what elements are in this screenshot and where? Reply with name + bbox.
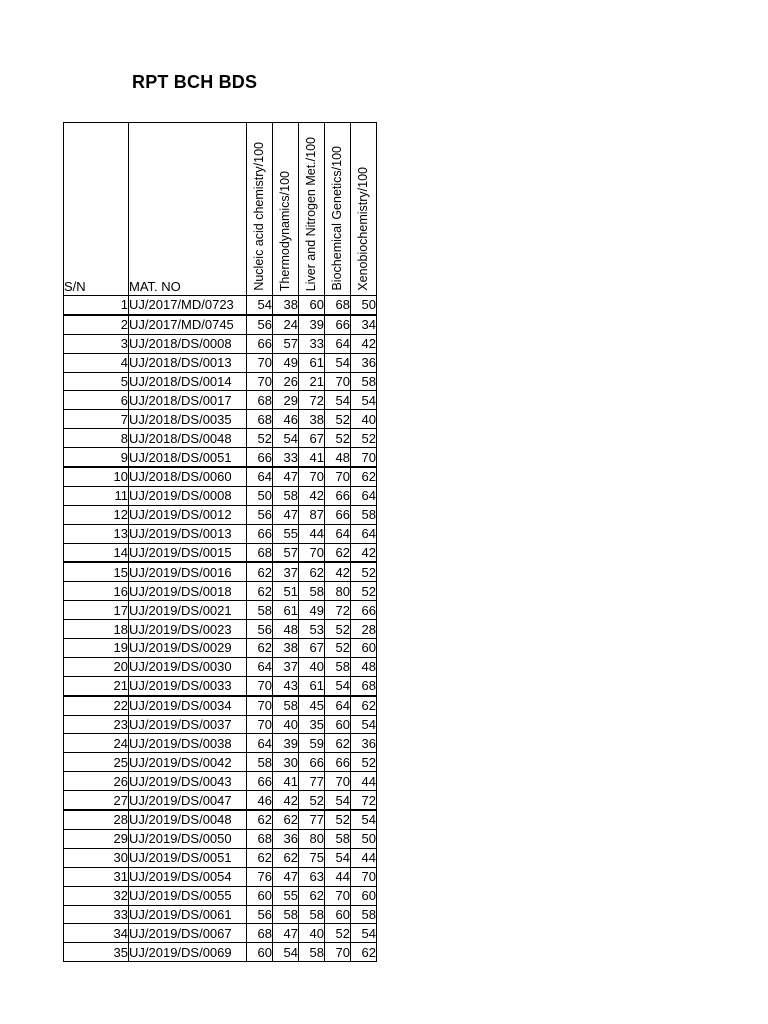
row-mat-no: UJ/2018/DS/0051 <box>129 448 247 467</box>
row-score: 24 <box>273 315 299 334</box>
table-row <box>64 657 377 676</box>
row-mat-no: UJ/2018/DS/0035 <box>129 410 247 429</box>
row-score: 77 <box>299 772 325 791</box>
header-row <box>64 123 377 296</box>
header-label: Xenobiochemistry/100 <box>356 167 370 291</box>
row-score: 68 <box>247 543 273 562</box>
row-score: 60 <box>247 943 273 962</box>
row-score: 38 <box>299 410 325 429</box>
row-score: 45 <box>299 696 325 715</box>
row-score: 50 <box>247 486 273 505</box>
row-mat-no: UJ/2019/DS/0008 <box>129 486 247 505</box>
row-score: 62 <box>247 810 273 829</box>
row-score: 41 <box>299 448 325 467</box>
table-row <box>64 810 377 829</box>
table-row <box>64 696 377 715</box>
row-sn: 35 <box>64 943 129 962</box>
row-score: 54 <box>351 924 377 943</box>
table-row <box>64 753 377 772</box>
row-score: 66 <box>325 505 351 524</box>
row-score: 40 <box>299 657 325 676</box>
row-mat-no: UJ/2018/DS/0008 <box>129 334 247 353</box>
header-biochemical-genetics <box>325 123 351 296</box>
row-score: 58 <box>299 943 325 962</box>
table-row <box>64 772 377 791</box>
row-score: 87 <box>299 505 325 524</box>
row-score: 54 <box>273 429 299 448</box>
row-score: 62 <box>325 734 351 753</box>
table-row <box>64 601 377 620</box>
table-row <box>64 391 377 410</box>
row-score: 33 <box>299 334 325 353</box>
row-score: 44 <box>351 848 377 867</box>
row-score: 60 <box>351 639 377 658</box>
row-sn: 24 <box>64 734 129 753</box>
row-sn: 34 <box>64 924 129 943</box>
row-sn: 22 <box>64 696 129 715</box>
row-mat-no: UJ/2019/DS/0037 <box>129 715 247 734</box>
row-sn: 6 <box>64 391 129 410</box>
row-score: 58 <box>273 486 299 505</box>
row-score: 39 <box>299 315 325 334</box>
row-mat-no: UJ/2019/DS/0018 <box>129 582 247 601</box>
row-score: 68 <box>351 676 377 695</box>
row-score: 64 <box>247 657 273 676</box>
header-xenobiochemistry <box>351 123 377 296</box>
row-sn: 13 <box>64 524 129 543</box>
row-score: 70 <box>325 886 351 905</box>
row-score: 52 <box>351 753 377 772</box>
header-label: Nucleic acid chemistry/100 <box>252 142 266 291</box>
row-score: 72 <box>299 391 325 410</box>
row-score: 59 <box>299 734 325 753</box>
row-score: 52 <box>351 562 377 581</box>
table-row <box>64 372 377 391</box>
row-sn: 19 <box>64 639 129 658</box>
row-score: 56 <box>247 620 273 639</box>
row-score: 54 <box>351 810 377 829</box>
table-row <box>64 296 377 315</box>
row-score: 62 <box>247 848 273 867</box>
row-score: 36 <box>351 353 377 372</box>
row-score: 36 <box>273 829 299 848</box>
row-score: 80 <box>325 582 351 601</box>
row-score: 64 <box>247 467 273 486</box>
row-score: 42 <box>351 334 377 353</box>
table-row <box>64 905 377 924</box>
row-score: 70 <box>351 867 377 886</box>
row-score: 42 <box>273 791 299 810</box>
row-score: 30 <box>273 753 299 772</box>
row-score: 26 <box>273 372 299 391</box>
row-score: 60 <box>299 296 325 315</box>
table-row <box>64 943 377 962</box>
row-score: 62 <box>299 562 325 581</box>
row-mat-no: UJ/2019/DS/0061 <box>129 905 247 924</box>
row-mat-no: UJ/2017/MD/0745 <box>129 315 247 334</box>
row-score: 21 <box>299 372 325 391</box>
row-sn: 2 <box>64 315 129 334</box>
row-sn: 28 <box>64 810 129 829</box>
row-score: 52 <box>325 410 351 429</box>
row-mat-no: UJ/2019/DS/0043 <box>129 772 247 791</box>
row-score: 62 <box>273 810 299 829</box>
row-score: 34 <box>351 315 377 334</box>
row-score: 64 <box>247 734 273 753</box>
header-nucleic-acid <box>247 123 273 296</box>
row-mat-no: UJ/2019/DS/0047 <box>129 791 247 810</box>
row-score: 57 <box>273 543 299 562</box>
row-score: 58 <box>247 753 273 772</box>
table-row <box>64 334 377 353</box>
row-score: 52 <box>351 429 377 448</box>
table-row <box>64 429 377 448</box>
row-score: 60 <box>247 886 273 905</box>
row-score: 62 <box>299 886 325 905</box>
table-row <box>64 791 377 810</box>
row-score: 56 <box>247 905 273 924</box>
table-row <box>64 676 377 695</box>
row-score: 58 <box>273 905 299 924</box>
header-label: Liver and Nitrogen Met./100 <box>304 136 318 291</box>
row-mat-no: UJ/2019/DS/0034 <box>129 696 247 715</box>
row-score: 58 <box>273 696 299 715</box>
row-score: 39 <box>273 734 299 753</box>
row-sn: 29 <box>64 829 129 848</box>
row-sn: 7 <box>64 410 129 429</box>
row-sn: 12 <box>64 505 129 524</box>
row-score: 70 <box>247 353 273 372</box>
row-score: 68 <box>247 829 273 848</box>
row-sn: 17 <box>64 601 129 620</box>
row-score: 64 <box>325 334 351 353</box>
row-score: 77 <box>299 810 325 829</box>
row-score: 54 <box>351 391 377 410</box>
row-score: 42 <box>299 486 325 505</box>
row-score: 76 <box>247 867 273 886</box>
row-score: 67 <box>299 429 325 448</box>
row-score: 50 <box>351 296 377 315</box>
row-score: 70 <box>247 676 273 695</box>
row-mat-no: UJ/2019/DS/0023 <box>129 620 247 639</box>
row-score: 40 <box>273 715 299 734</box>
row-score: 60 <box>351 886 377 905</box>
row-score: 54 <box>325 391 351 410</box>
row-score: 70 <box>325 372 351 391</box>
row-score: 58 <box>351 505 377 524</box>
row-score: 62 <box>351 943 377 962</box>
row-mat-no: UJ/2019/DS/0030 <box>129 657 247 676</box>
row-sn: 31 <box>64 867 129 886</box>
row-sn: 8 <box>64 429 129 448</box>
row-score: 38 <box>273 639 299 658</box>
row-score: 47 <box>273 467 299 486</box>
row-score: 50 <box>351 829 377 848</box>
row-score: 62 <box>325 543 351 562</box>
row-score: 62 <box>247 639 273 658</box>
row-mat-no: UJ/2019/DS/0048 <box>129 810 247 829</box>
row-score: 70 <box>247 715 273 734</box>
table-row <box>64 486 377 505</box>
row-score: 38 <box>273 296 299 315</box>
row-score: 72 <box>351 791 377 810</box>
row-sn: 27 <box>64 791 129 810</box>
table-row <box>64 448 377 467</box>
row-score: 70 <box>325 467 351 486</box>
row-score: 64 <box>351 486 377 505</box>
header-thermodynamics <box>273 123 299 296</box>
row-score: 51 <box>273 582 299 601</box>
row-sn: 10 <box>64 467 129 486</box>
row-score: 55 <box>273 524 299 543</box>
row-score: 54 <box>273 943 299 962</box>
table-row <box>64 867 377 886</box>
row-score: 70 <box>351 448 377 467</box>
row-mat-no: UJ/2019/DS/0015 <box>129 543 247 562</box>
row-score: 66 <box>247 772 273 791</box>
table-row <box>64 543 377 562</box>
row-score: 66 <box>325 486 351 505</box>
header-label: Biochemical Genetics/100 <box>330 146 344 291</box>
table-row <box>64 848 377 867</box>
row-score: 43 <box>273 676 299 695</box>
row-score: 64 <box>325 524 351 543</box>
row-score: 47 <box>273 505 299 524</box>
row-score: 44 <box>299 524 325 543</box>
row-score: 66 <box>325 315 351 334</box>
row-score: 54 <box>351 715 377 734</box>
row-mat-no: UJ/2019/DS/0033 <box>129 676 247 695</box>
row-score: 58 <box>299 582 325 601</box>
row-score: 54 <box>247 296 273 315</box>
row-sn: 33 <box>64 905 129 924</box>
row-score: 58 <box>247 601 273 620</box>
row-score: 57 <box>273 334 299 353</box>
row-sn: 3 <box>64 334 129 353</box>
row-score: 47 <box>273 867 299 886</box>
table-body <box>64 296 377 962</box>
row-score: 52 <box>325 810 351 829</box>
row-sn: 16 <box>64 582 129 601</box>
row-sn: 18 <box>64 620 129 639</box>
row-sn: 14 <box>64 543 129 562</box>
row-mat-no: UJ/2017/MD/0723 <box>129 296 247 315</box>
row-score: 44 <box>325 867 351 886</box>
row-sn: 5 <box>64 372 129 391</box>
row-score: 63 <box>299 867 325 886</box>
row-sn: 30 <box>64 848 129 867</box>
row-score: 40 <box>299 924 325 943</box>
table-row <box>64 829 377 848</box>
row-sn: 32 <box>64 886 129 905</box>
row-score: 46 <box>273 410 299 429</box>
header-mat-no: MAT. NO <box>129 123 247 296</box>
row-score: 44 <box>351 772 377 791</box>
row-score: 68 <box>247 924 273 943</box>
row-sn: 15 <box>64 562 129 581</box>
row-score: 70 <box>325 772 351 791</box>
table-row <box>64 582 377 601</box>
row-score: 40 <box>351 410 377 429</box>
row-score: 41 <box>273 772 299 791</box>
header-liver-nitrogen <box>299 123 325 296</box>
row-mat-no: UJ/2019/DS/0029 <box>129 639 247 658</box>
row-score: 61 <box>273 601 299 620</box>
row-score: 70 <box>247 372 273 391</box>
row-mat-no: UJ/2018/DS/0014 <box>129 372 247 391</box>
row-score: 52 <box>325 620 351 639</box>
row-score: 70 <box>247 696 273 715</box>
row-score: 52 <box>325 429 351 448</box>
row-score: 72 <box>325 601 351 620</box>
row-sn: 21 <box>64 676 129 695</box>
row-mat-no: UJ/2018/DS/0048 <box>129 429 247 448</box>
results-table <box>63 122 377 962</box>
row-score: 55 <box>273 886 299 905</box>
row-sn: 25 <box>64 753 129 772</box>
table-row <box>64 524 377 543</box>
row-mat-no: UJ/2018/DS/0013 <box>129 353 247 372</box>
table-row <box>64 562 377 581</box>
row-mat-no: UJ/2019/DS/0069 <box>129 943 247 962</box>
row-score: 68 <box>325 296 351 315</box>
row-score: 48 <box>325 448 351 467</box>
row-score: 54 <box>325 676 351 695</box>
page-title: RPT BCH BDS <box>132 72 258 92</box>
table-row <box>64 315 377 334</box>
row-score: 66 <box>351 601 377 620</box>
row-score: 53 <box>299 620 325 639</box>
row-score: 58 <box>351 905 377 924</box>
row-score: 62 <box>273 848 299 867</box>
table-row <box>64 924 377 943</box>
row-mat-no: UJ/2019/DS/0016 <box>129 562 247 581</box>
row-score: 58 <box>299 905 325 924</box>
row-score: 56 <box>247 315 273 334</box>
row-mat-no: UJ/2019/DS/0054 <box>129 867 247 886</box>
row-mat-no: UJ/2019/DS/0055 <box>129 886 247 905</box>
row-score: 62 <box>247 582 273 601</box>
table-row <box>64 639 377 658</box>
row-score: 29 <box>273 391 299 410</box>
row-score: 48 <box>273 620 299 639</box>
row-score: 54 <box>325 791 351 810</box>
row-score: 46 <box>247 791 273 810</box>
row-mat-no: UJ/2018/DS/0060 <box>129 467 247 486</box>
table-row <box>64 467 377 486</box>
row-mat-no: UJ/2019/DS/0067 <box>129 924 247 943</box>
row-score: 66 <box>299 753 325 772</box>
row-sn: 4 <box>64 353 129 372</box>
row-score: 80 <box>299 829 325 848</box>
row-score: 61 <box>299 676 325 695</box>
row-sn: 23 <box>64 715 129 734</box>
row-score: 54 <box>325 848 351 867</box>
row-mat-no: UJ/2019/DS/0038 <box>129 734 247 753</box>
row-sn: 1 <box>64 296 129 315</box>
row-score: 60 <box>325 905 351 924</box>
row-score: 70 <box>325 943 351 962</box>
row-score: 68 <box>247 410 273 429</box>
row-mat-no: UJ/2019/DS/0013 <box>129 524 247 543</box>
row-mat-no: UJ/2019/DS/0012 <box>129 505 247 524</box>
row-score: 35 <box>299 715 325 734</box>
row-score: 52 <box>247 429 273 448</box>
row-score: 48 <box>351 657 377 676</box>
row-score: 56 <box>247 505 273 524</box>
row-score: 52 <box>325 639 351 658</box>
row-score: 75 <box>299 848 325 867</box>
row-score: 49 <box>273 353 299 372</box>
row-mat-no: UJ/2019/DS/0021 <box>129 601 247 620</box>
row-score: 54 <box>325 353 351 372</box>
row-score: 66 <box>247 334 273 353</box>
row-score: 52 <box>351 582 377 601</box>
row-score: 60 <box>325 715 351 734</box>
row-score: 67 <box>299 639 325 658</box>
row-mat-no: UJ/2019/DS/0050 <box>129 829 247 848</box>
header-label: Thermodynamics/100 <box>278 170 292 291</box>
row-sn: 9 <box>64 448 129 467</box>
table-row <box>64 353 377 372</box>
row-sn: 11 <box>64 486 129 505</box>
row-score: 49 <box>299 601 325 620</box>
row-score: 58 <box>325 829 351 848</box>
row-score: 66 <box>247 448 273 467</box>
table-row <box>64 886 377 905</box>
row-score: 37 <box>273 562 299 581</box>
row-score: 62 <box>351 696 377 715</box>
table-row <box>64 505 377 524</box>
row-score: 28 <box>351 620 377 639</box>
row-score: 42 <box>351 543 377 562</box>
row-score: 66 <box>247 524 273 543</box>
table-row <box>64 734 377 753</box>
row-score: 58 <box>325 657 351 676</box>
row-score: 36 <box>351 734 377 753</box>
row-score: 61 <box>299 353 325 372</box>
row-score: 68 <box>247 391 273 410</box>
header-sn: S/N <box>64 123 129 296</box>
row-score: 47 <box>273 924 299 943</box>
row-score: 62 <box>247 562 273 581</box>
table-row <box>64 620 377 639</box>
row-mat-no: UJ/2018/DS/0017 <box>129 391 247 410</box>
row-mat-no: UJ/2019/DS/0042 <box>129 753 247 772</box>
row-score: 42 <box>325 562 351 581</box>
row-score: 64 <box>325 696 351 715</box>
row-score: 52 <box>325 924 351 943</box>
table-row <box>64 715 377 734</box>
table-row <box>64 410 377 429</box>
row-score: 37 <box>273 657 299 676</box>
row-sn: 26 <box>64 772 129 791</box>
row-score: 62 <box>351 467 377 486</box>
row-score: 58 <box>351 372 377 391</box>
row-score: 52 <box>299 791 325 810</box>
row-score: 70 <box>299 467 325 486</box>
row-score: 70 <box>299 543 325 562</box>
row-mat-no: UJ/2019/DS/0051 <box>129 848 247 867</box>
row-score: 33 <box>273 448 299 467</box>
row-score: 64 <box>351 524 377 543</box>
row-score: 66 <box>325 753 351 772</box>
row-sn: 20 <box>64 657 129 676</box>
